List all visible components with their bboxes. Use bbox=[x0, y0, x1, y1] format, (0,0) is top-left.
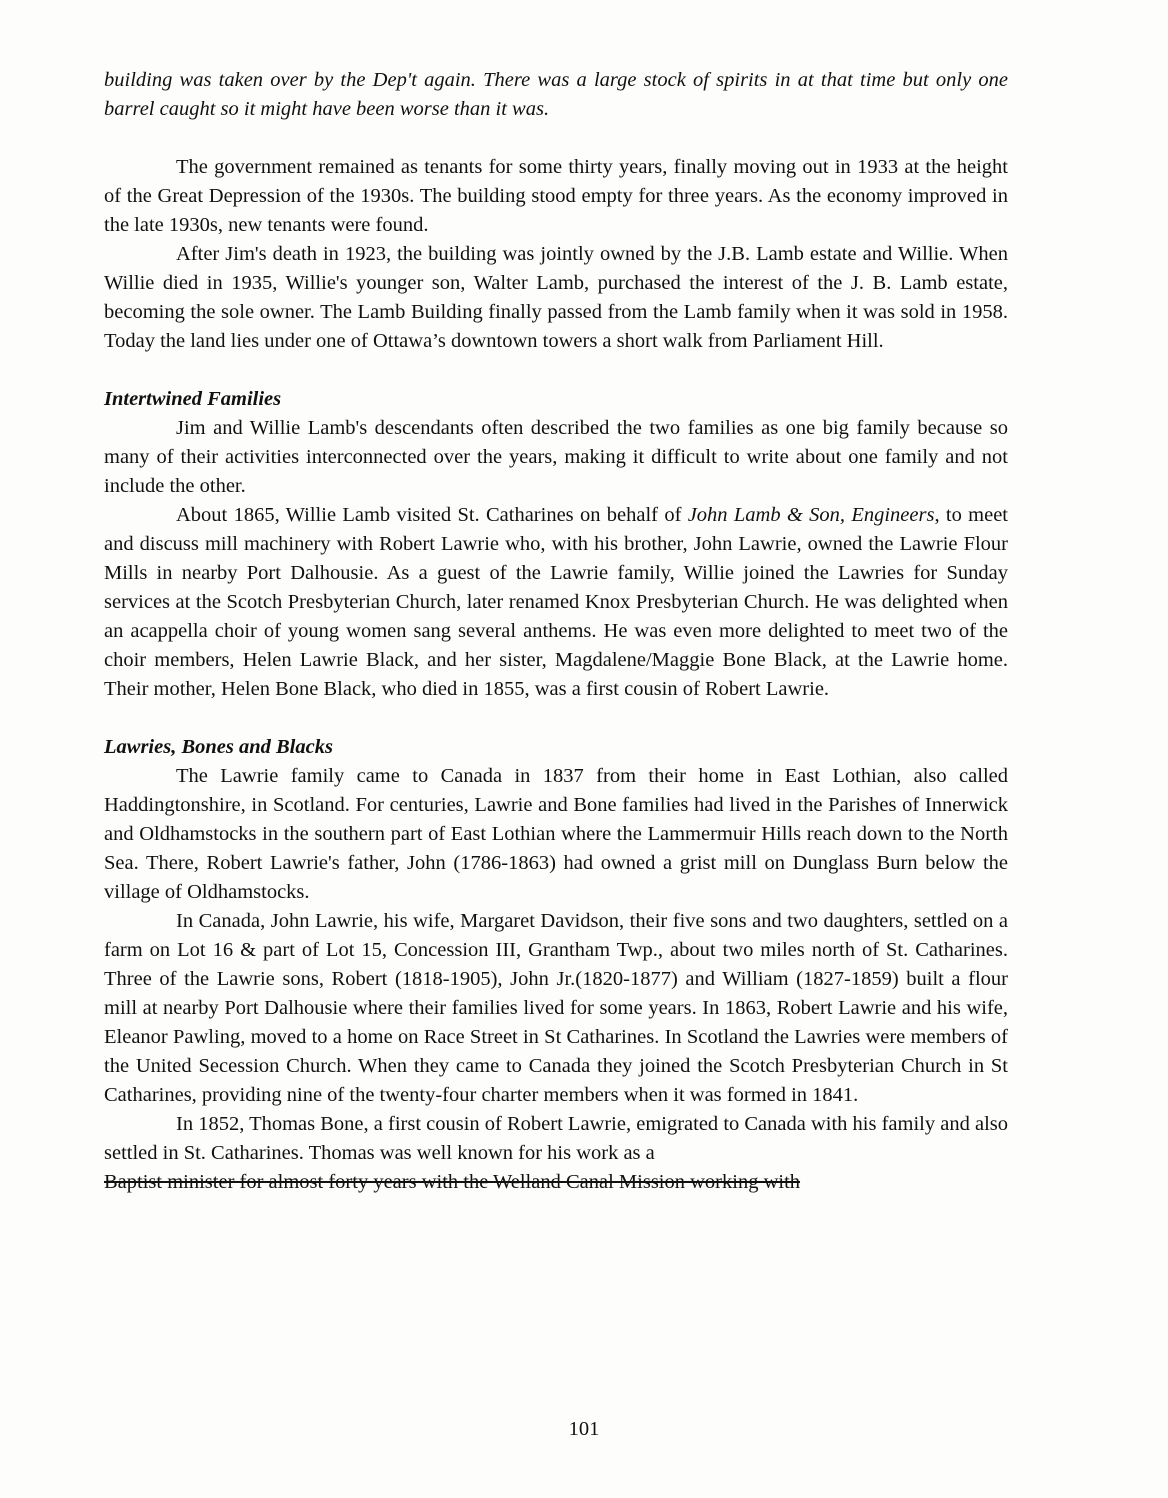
paragraph-building-ownership: After Jim's death in 1923, the building was jointly owned by the J.B. Lamb estate and Willie. When Willie died in 1935, Willie's younger son, Walter Lamb, purchased the interest of the J. B. Lamb estate, becoming the sole owner. The Lamb Building finally passed from the Lamb family when it was sold in 1958. Today the land lies under one of Ottawa’s downtown towers a short walk from Parliament Hill. bbox=[104, 243, 1008, 352]
section-heading-intertwined-families: Intertwined Families bbox=[104, 388, 282, 410]
quoted-passage: building was taken over by the Dep't again. There was a large stock of spirits in at that time but only one barrel caught so it might have been worse than it was. bbox=[104, 69, 1008, 120]
paragraph-lawrie-origins: The Lawrie family came to Canada in 1837 from their home in East Lothian, also called Haddingtonshire, in Scotland. For centuries, Lawrie and Bone families had lived in the Parishes of Innerwick and Oldhamstocks in the southern part of East Lothian where the Lammermuir Hills reach down to the North Sea. There, Robert Lawrie's father, John (1786-1863) had owned a grist mill on Dunglass Burn below the village of Oldhamstocks. bbox=[104, 765, 1008, 903]
paragraph-lawrie-canada: In Canada, John Lawrie, his wife, Margaret Davidson, their five sons and two daughters, settled on a farm on Lot 16 & part of Lot 15, Concession III, Grantham Twp., about two miles north of St. Catharines. Three of the Lawrie sons, Robert (1818-1905), John Jr.(1820-1877) and William (1827-1859) built a flour mill at nearby Port Dalhousie where their families lived for some years. In 1863, Robert Lawrie and his wife, Eleanor Pawling, moved to a home on Race Street in St Catharines. In Scotland the Lawries were members of the United Secession Church. When they came to Canada they joined the Scotch Presbyterian Church in St Catharines, providing nine of the twenty-four charter members when it was formed in 1841. bbox=[104, 910, 1008, 1106]
section-heading-lawries-bones-blacks: Lawries, Bones and Blacks bbox=[104, 736, 333, 758]
text-span: , to meet and discuss mill machinery with Robert Lawrie who, with his brother, John Lawrie, owned the Lawrie Flour Mills in nearby Port Dalhousie. As a guest of the Lawrie family, Willie joined the Lawries for Sunday services at the Scotch Presbyterian Church, later renamed Knox Presbyterian Church. He was delighted when an acappella choir of young women sang several anthems. He was even more delighted to meet two of the choir members, Helen Lawrie Black, and her sister, Magdalene/Maggie Bone Black, at the Lawrie home. Their mother, Helen Bone Black, who died in 1855, was a first cousin of Robert Lawrie. bbox=[104, 504, 1008, 700]
paragraph-thomas-bone: In 1852, Thomas Bone, a first cousin of Robert Lawrie, emigrated to Canada with his family and also settled in St. Catharines. Thomas was well known for his work as a bbox=[104, 1113, 1008, 1164]
paragraph-government-tenants: The government remained as tenants for some thirty years, finally moving out in 1933 at the height of the Great Depression of the 1930s. The building stood empty for three years. As the economy improved in the late 1930s, new tenants were found. bbox=[104, 156, 1008, 236]
paragraph-descendants: Jim and Willie Lamb's descendants often described the two families as one big family because so many of their activities interconnected over the years, making it difficult to write about one family and not include the other. bbox=[104, 417, 1008, 497]
company-name: John Lamb & Son, Engineers bbox=[687, 504, 935, 526]
text-span: About 1865, Willie Lamb visited St. Catharines on behalf of bbox=[176, 504, 688, 526]
page-number: 101 bbox=[568, 1418, 600, 1440]
document-page bbox=[104, 66, 1008, 1197]
paragraph-willie-visit bbox=[104, 501, 1008, 704]
struck-through-line: Baptist minister for almost forty years with the Welland Canal Mission working with bbox=[104, 1171, 801, 1193]
